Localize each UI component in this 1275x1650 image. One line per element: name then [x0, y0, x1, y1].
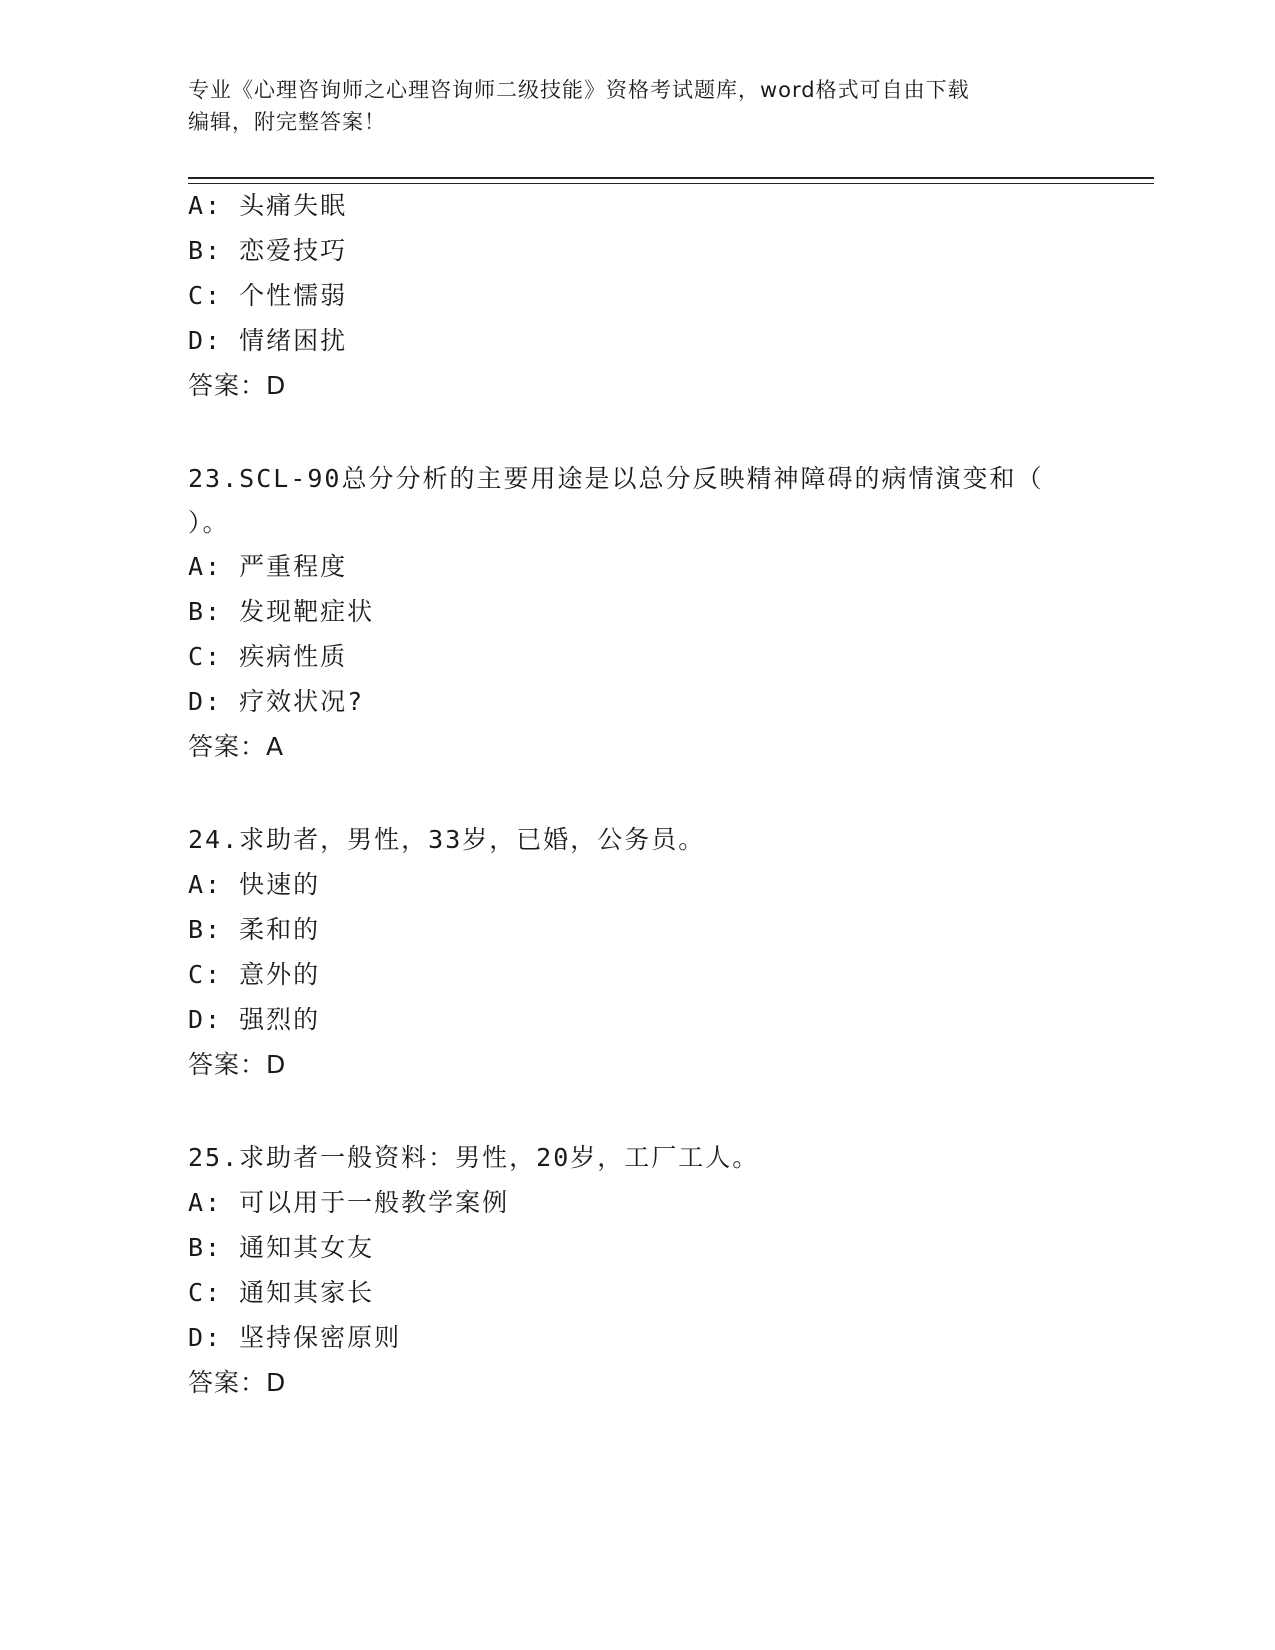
q24-answer: 答案：D: [188, 1050, 287, 1079]
q25-option-d: D: 坚持保密原则: [188, 1323, 402, 1352]
q25-option-a: A: 可以用于一般教学案例: [188, 1188, 510, 1217]
q23-option-a: A: 严重程度: [188, 552, 348, 581]
document-header: [188, 74, 1108, 138]
header-divider: [188, 177, 1154, 184]
q23-option-b: B: 发现靶症状: [188, 597, 375, 626]
q22-answer: 答案：D: [188, 371, 287, 400]
q22-option-b: B: 恋爱技巧: [188, 236, 348, 265]
header-line-2: 编辑，附完整答案！: [188, 110, 386, 134]
q24-option-b: B: 柔和的: [188, 915, 321, 944]
q24-option-c: C: 意外的: [188, 960, 321, 989]
q22-option-d: D: 情绪困扰: [188, 326, 348, 355]
q25-answer: 答案：D: [188, 1368, 287, 1397]
q22-option-c: C: 个性懦弱: [188, 281, 348, 310]
q22-option-a: A: 头痛失眠: [188, 191, 348, 220]
q23-answer: 答案：A: [188, 732, 285, 761]
q25-stem: 25.求助者一般资料：男性，20岁，工厂工人。: [188, 1143, 760, 1172]
q25-option-b: B: 通知其女友: [188, 1233, 375, 1262]
q24-stem: 24.求助者，男性，33岁，已婚，公务员。: [188, 825, 706, 854]
q23-stem-line-1: 23.SCL-90总分分析的主要用途是以总分反映精神障碍的病情演变和（: [188, 464, 1044, 493]
q24-option-a: A: 快速的: [188, 870, 321, 899]
q25-option-c: C: 通知其家长: [188, 1278, 375, 1307]
q23-option-d: D: 疗效状况?: [188, 687, 365, 716]
q23-option-c: C: 疾病性质: [188, 642, 348, 671]
header-line-1: 专业《心理咨询师之心理咨询师二级技能》资格考试题库，word格式可自由下载: [188, 78, 970, 102]
q23-stem-line-2: ）。: [188, 508, 230, 537]
q24-option-d: D: 强烈的: [188, 1005, 321, 1034]
